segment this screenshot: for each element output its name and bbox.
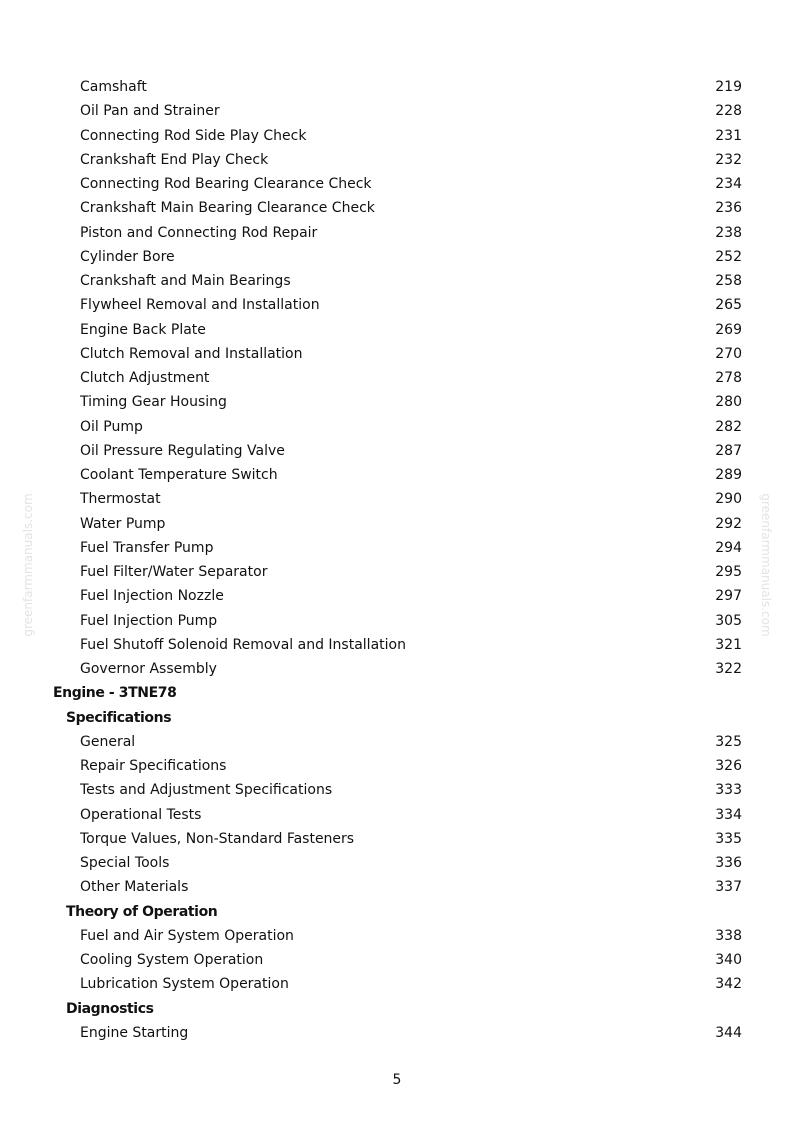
toc-entry-page: 325 [715,733,742,750]
toc-entry[interactable] [0,124,794,148]
toc-entry-title: General [80,733,136,750]
toc-entry[interactable] [0,463,794,487]
toc-entry-title: Fuel Shutoff Solenoid Removal and Installation [80,636,406,653]
toc-entry-page: 334 [715,806,742,823]
toc-entry-page: 305 [715,612,742,629]
toc-entry-title: Engine - 3TNE78 [53,685,177,702]
toc-entry-title: Connecting Rod Bearing Clearance Check [80,176,372,192]
toc-entry-page: 252 [715,248,742,265]
toc-entry-page: 321 [715,636,742,653]
toc-entry[interactable] [0,99,794,123]
toc-entry-title: Diagnostics [66,1000,154,1017]
toc-section-heading [0,681,794,705]
toc-entry[interactable] [0,803,794,827]
toc-entry[interactable] [0,560,794,584]
toc-entry-title: Crankshaft and Main Bearings [80,273,291,289]
toc-section-heading [0,706,794,730]
toc-entry-page: 322 [715,661,742,677]
toc-entry[interactable] [0,75,794,99]
toc-entry-page: 294 [715,539,742,556]
toc-entry-page: 234 [715,176,742,192]
toc-entry[interactable] [0,609,794,633]
toc-entry[interactable] [0,875,794,899]
toc-entry[interactable] [0,148,794,172]
toc-entry-page: 219 [715,79,742,95]
toc-entry[interactable] [0,778,794,802]
toc-entry[interactable] [0,342,794,366]
toc-entry-page: 232 [715,151,742,168]
toc-entry-title: Clutch Adjustment [80,370,210,386]
toc-entry-page: 333 [715,782,742,799]
toc-entry-page: 236 [715,200,742,217]
toc-entry-title: Timing Gear Housing [80,394,227,411]
toc-entry-page: 292 [715,515,742,532]
toc-entry-page: 337 [715,879,742,896]
toc-entry-title: Piston and Connecting Rod Repair [80,224,318,241]
toc-entry-page: 344 [715,1024,742,1041]
toc-entry-title: Cylinder Bore [80,248,175,265]
toc-entry[interactable] [0,754,794,778]
toc-entry-title: Fuel Transfer Pump [80,539,214,556]
toc-entry-page: 269 [715,321,742,338]
toc-entry-page: 326 [715,758,742,774]
toc-entry-title: Thermostat [80,491,161,508]
toc-entry-title: Flywheel Removal and Installation [80,297,320,314]
toc-entry-title: Specifications [66,709,172,726]
toc-entry-page: 295 [715,564,742,580]
toc-entry[interactable] [0,730,794,754]
toc-entry-title: Oil Pan and Strainer [80,103,220,120]
toc-entry-title: Theory of Operation [66,903,218,920]
toc-entry[interactable] [0,415,794,439]
toc-entry[interactable] [0,536,794,560]
toc-entry-title: Coolant Temperature Switch [80,467,278,483]
toc-entry[interactable] [0,633,794,657]
toc-entry-page: 342 [715,976,742,993]
watermark-left: greenfarmmanuals.com [21,493,35,637]
toc-entry[interactable] [0,366,794,390]
toc-entry-page: 258 [715,273,742,289]
toc-entry-page: 282 [715,418,742,435]
toc-entry-page: 228 [715,103,742,120]
toc-entry-title: Oil Pressure Regulating Valve [80,442,285,459]
toc-entry[interactable] [0,487,794,511]
toc-entry-title: Fuel Injection Nozzle [80,588,224,605]
toc-entry-page: 335 [715,830,742,847]
toc-entry-title: Operational Tests [80,806,202,823]
toc-entry-title: Special Tools [80,855,170,871]
toc-entry-page: 265 [715,297,742,314]
toc-entry-title: Connecting Rod Side Play Check [80,127,307,144]
toc-entry[interactable] [0,269,794,293]
toc-entry-page: 270 [715,345,742,362]
toc-entry[interactable] [0,221,794,245]
toc-entry[interactable] [0,390,794,414]
toc-entry-page: 290 [715,491,742,508]
toc-entry-page: 287 [715,442,742,459]
toc-entry-title: Cooling System Operation [80,952,264,968]
toc-entry[interactable] [0,948,794,972]
toc-entry[interactable] [0,172,794,196]
toc-entry-title: Engine Starting [80,1024,189,1041]
toc-entry[interactable] [0,924,794,948]
toc-entry-page: 238 [715,224,742,241]
toc-entry[interactable] [0,584,794,608]
toc-entry-title: Other Materials [80,879,189,896]
toc-section-heading [0,997,794,1021]
toc-entry[interactable] [0,972,794,996]
toc-entry-page: 338 [715,927,742,944]
toc-entry[interactable] [0,851,794,875]
toc-entry[interactable] [0,293,794,317]
toc-entry[interactable] [0,245,794,269]
toc-entry[interactable] [0,512,794,536]
toc-entry-title: Crankshaft End Play Check [80,151,269,168]
toc-entry[interactable] [0,318,794,342]
toc-entry-page: 297 [715,588,742,605]
toc-entry-page: 340 [715,952,742,968]
toc-entry-page: 278 [715,370,742,386]
toc-section-heading [0,900,794,924]
toc-entry-title: Crankshaft Main Bearing Clearance Check [80,200,375,217]
toc-entry-title: Tests and Adjustment Specifications [80,782,333,799]
toc-entry-title: Torque Values, Non-Standard Fasteners [80,830,355,847]
toc-entry-page: 336 [715,855,742,871]
toc-entry-title: Engine Back Plate [80,321,206,338]
toc-entry[interactable] [0,439,794,463]
page-number: 5 [392,1072,402,1088]
table-of-contents [0,75,794,1045]
toc-entry-title: Fuel and Air System Operation [80,927,294,944]
toc-entry-title: Oil Pump [80,418,143,435]
toc-entry-page: 280 [715,394,742,411]
toc-entry-title: Lubrication System Operation [80,976,289,993]
toc-entry-title: Water Pump [80,515,166,532]
toc-entry-title: Clutch Removal and Installation [80,345,303,362]
toc-entry-title: Camshaft [80,79,147,95]
toc-entry-page: 231 [715,127,742,144]
toc-entry[interactable] [0,196,794,220]
toc-entry[interactable] [0,827,794,851]
watermark-right: greenfarmmanuals.com [759,493,773,637]
toc-entry-title: Repair Specifications [80,758,227,774]
toc-entry-title: Fuel Injection Pump [80,612,218,629]
toc-entry-page: 289 [715,467,742,483]
toc-entry-title: Governor Assembly [80,661,217,677]
toc-entry[interactable] [0,1021,794,1045]
toc-entry[interactable] [0,657,794,681]
toc-entry-title: Fuel Filter/Water Separator [80,564,268,580]
